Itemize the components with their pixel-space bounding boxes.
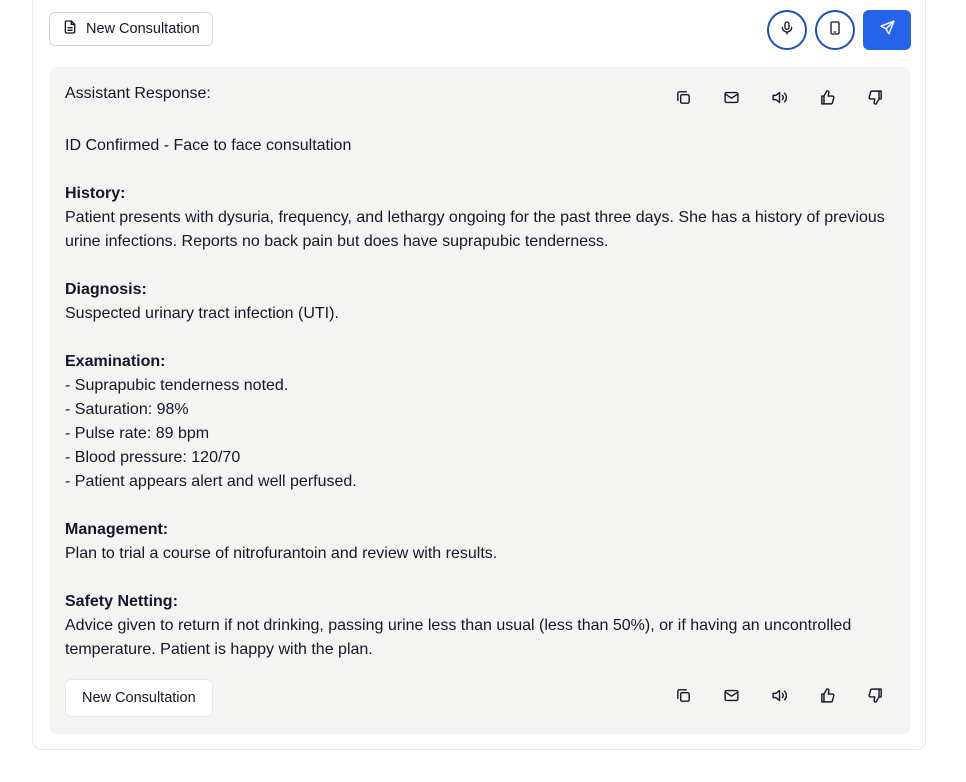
examination-title: Examination: <box>65 353 166 370</box>
microphone-button[interactable] <box>767 10 807 50</box>
email-button[interactable] <box>707 682 755 714</box>
read-aloud-button[interactable] <box>755 682 803 714</box>
response-actions-bottom <box>659 682 899 714</box>
safety-netting-title: Safety Netting: <box>65 593 178 610</box>
copy-button[interactable] <box>659 682 707 714</box>
mail-icon <box>723 687 740 709</box>
copy-button[interactable] <box>659 84 707 116</box>
consultation-note <box>65 134 885 662</box>
copy-icon <box>675 89 692 111</box>
mail-icon <box>723 89 740 111</box>
thumbs-down-button[interactable] <box>851 682 899 714</box>
new-consultation-button-bottom[interactable] <box>65 679 213 717</box>
examination-item: - Blood pressure: 120/70 <box>65 449 241 466</box>
speaker-icon <box>771 89 788 111</box>
diagnosis-title: Diagnosis: <box>65 281 147 298</box>
copy-icon <box>675 687 692 709</box>
thumbs-up-icon <box>819 89 836 111</box>
safety-netting-text: Advice given to return if not drinking, passing urine less than usual (less than 50%), or if having an uncontrolled temperature. Patient is happy with the plan. <box>65 617 852 658</box>
new-consultation-label: New Consultation <box>82 690 196 706</box>
new-consultation-button-top[interactable] <box>49 12 213 46</box>
new-consultation-label: New Consultation <box>86 21 200 37</box>
diagnosis-text: Suspected urinary tract infection (UTI). <box>65 305 339 322</box>
examination-item: - Saturation: 98% <box>65 401 189 418</box>
mobile-icon <box>827 20 843 41</box>
history-title: History: <box>65 185 126 202</box>
id-confirmation: ID Confirmed - Face to face consultation <box>65 137 352 154</box>
examination-item: - Suprapubic tenderness noted. <box>65 377 289 394</box>
top-toolbar <box>48 10 912 50</box>
mobile-device-button[interactable] <box>815 10 855 50</box>
thumbs-down-icon <box>867 687 884 709</box>
document-icon <box>62 19 78 39</box>
examination-item: - Pulse rate: 89 bpm <box>65 425 210 442</box>
history-text: Patient presents with dysuria, frequency, and lethargy ongoing for the past three days. She has a history of previous urine infections. Reports no back pain but does have suprapubic tenderness. <box>65 209 885 250</box>
thumbs-up-button[interactable] <box>803 682 851 714</box>
send-icon <box>879 19 896 41</box>
email-button[interactable] <box>707 84 755 116</box>
thumbs-down-button[interactable] <box>851 84 899 116</box>
send-button[interactable] <box>863 10 911 50</box>
management-text: Plan to trial a course of nitrofurantoin and review with results. <box>65 545 498 562</box>
response-actions-top <box>659 84 899 116</box>
thumbs-up-icon <box>819 687 836 709</box>
microphone-icon <box>779 20 795 41</box>
management-title: Management: <box>65 521 169 538</box>
speaker-icon <box>771 687 788 709</box>
assistant-response-panel <box>49 67 911 734</box>
thumbs-up-button[interactable] <box>803 84 851 116</box>
response-heading: Assistant Response: <box>65 85 211 102</box>
examination-item: - Patient appears alert and well perfused. <box>65 473 357 490</box>
thumbs-down-icon <box>867 89 884 111</box>
read-aloud-button[interactable] <box>755 84 803 116</box>
